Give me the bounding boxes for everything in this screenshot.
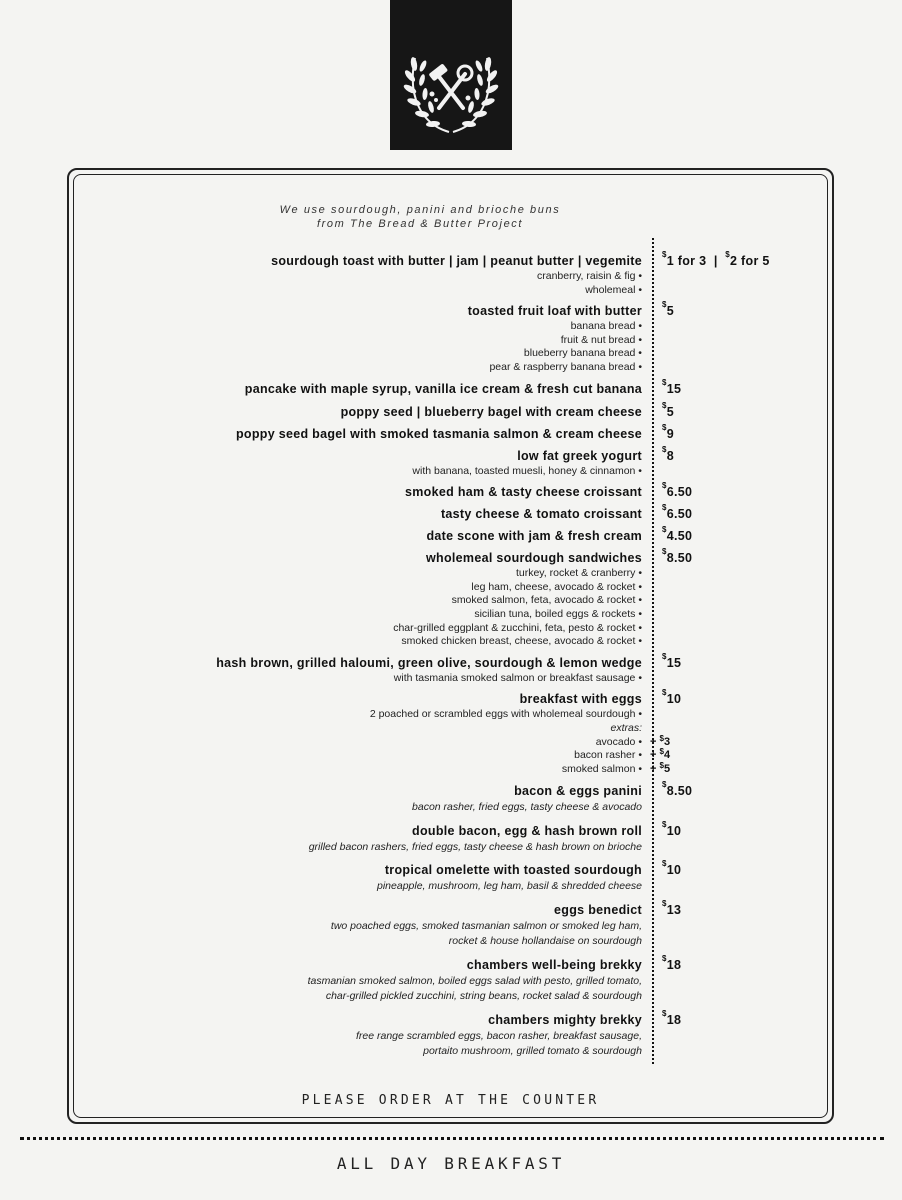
- menu-item: [150, 444, 810, 479]
- menu-list: [150, 252, 810, 1060]
- menu-item-option: banana bread •: [570, 320, 642, 333]
- menu-item-option: sicilian tuna, boiled eggs & rockets •: [474, 607, 642, 620]
- extra-option: smoked salmon •: [561, 762, 642, 775]
- menu-section-title: ALL DAY BREAKFAST: [336, 1154, 566, 1173]
- menu-item-option: with banana, toasted muesli, honey & cinnamon •: [412, 464, 642, 477]
- menu-item: [150, 527, 810, 545]
- menu-item: [150, 861, 810, 895]
- menu-item-option: 2 poached or scrambled eggs with wholemeal sourdough •: [369, 708, 642, 721]
- menu-item-price: $8.50: [662, 780, 693, 799]
- menu-item-description: two poached eggs, smoked tasmanian salmon or smoked leg ham,: [330, 919, 642, 932]
- intro-note: [230, 203, 610, 231]
- menu-item-name: pancake with maple syrup, vanilla ice cream & fresh cut banana: [244, 381, 642, 396]
- menu-item-name: wholemeal sourdough sandwiches: [426, 551, 642, 566]
- extra-option: avocado •: [595, 735, 642, 748]
- menu-item-description: rocket & house hollandaise on sourdough: [448, 935, 642, 948]
- menu-item-name: low fat greek yogurt: [517, 448, 642, 463]
- menu-item-price: $18: [662, 1008, 682, 1027]
- menu-item: [150, 819, 810, 856]
- menu-item-price: $1 for 3 | $2 for 5: [662, 250, 770, 268]
- menu-item-price: $8: [662, 444, 675, 463]
- extras-label: extras:: [610, 721, 642, 734]
- menu-item-description: free range scrambled eggs, bacon rasher, breakfast sausage,: [355, 1029, 642, 1042]
- menu-item-name: chambers well-being brekky: [466, 957, 642, 972]
- menu-item-name: bacon & eggs panini: [514, 784, 642, 799]
- crossed-hammer-laurel-icon: [401, 24, 501, 136]
- menu-item-description: grilled bacon rashers, fried eggs, tasty cheese & hash brown on brioche: [308, 840, 642, 853]
- menu-item: [150, 505, 810, 523]
- menu-item: [150, 549, 810, 649]
- menu-item: [150, 252, 810, 297]
- menu-item-price: $10: [662, 819, 682, 838]
- menu-item-price: $9: [662, 422, 675, 441]
- menu-item-description: tasmanian smoked salmon, boiled eggs salad with pesto, grilled tomato,: [307, 974, 642, 987]
- menu-item: [150, 690, 810, 776]
- menu-item-price: $5: [662, 300, 675, 319]
- menu-item: [150, 1008, 810, 1060]
- menu-item-price: $18: [662, 953, 682, 972]
- menu-item-option: cranberry, raisin & fig •: [536, 270, 642, 282]
- menu-item-price: $10: [662, 688, 682, 707]
- order-at-counter-note: PLEASE ORDER AT THE COUNTER: [301, 1093, 600, 1108]
- menu-item-price: $15: [662, 377, 682, 396]
- menu-item: [150, 953, 810, 1005]
- menu-item: [150, 422, 810, 443]
- menu-item-name: tasty cheese & tomato croissant: [440, 507, 642, 522]
- menu-item-name: poppy seed | blueberry bagel with cream cheese: [340, 404, 642, 419]
- intro-line-1: We use sourdough, panini and brioche buns: [279, 204, 561, 216]
- menu-item-option: fruit & nut bread •: [560, 333, 642, 346]
- menu-item-description: pineapple, mushroom, leg ham, basil & shredded cheese: [377, 880, 642, 893]
- menu-item-price: $4.50: [662, 525, 693, 544]
- menu-item-name: toasted fruit loaf with butter: [467, 304, 642, 319]
- menu-item-price: $8.50: [662, 547, 693, 566]
- menu-item-name: hash brown, grilled haloumi, green olive, sourdough & lemon wedge: [216, 655, 642, 670]
- extra-price: + $3: [650, 733, 671, 748]
- menu-item-option: pear & raspberry banana bread •: [489, 360, 642, 373]
- menu-item-price: $10: [662, 859, 682, 878]
- menu-item-name: breakfast with eggs: [519, 692, 642, 707]
- menu-item-name: double bacon, egg & hash brown roll: [412, 823, 642, 838]
- menu-item-option: wholemeal •: [585, 283, 642, 296]
- menu-item-name: tropical omelette with toasted sourdough: [384, 863, 642, 878]
- menu-item-name: sourdough toast with butter | jam | peanut butter | vegemite: [271, 254, 642, 268]
- menu-item-option: turkey, rocket & cranberry •: [515, 567, 642, 580]
- footer-dotted-divider: [20, 1137, 884, 1140]
- menu-item-price: $15: [662, 651, 682, 670]
- menu-item-description: portaito mushroom, grilled tomato & sourdough: [423, 1045, 642, 1058]
- menu-item-option: smoked salmon, feta, avocado & rocket •: [451, 594, 642, 607]
- extra-option: bacon rasher •: [574, 749, 642, 762]
- menu-item: [150, 651, 810, 686]
- menu-item-option: char-grilled eggplant & zucchini, feta, pesto & rocket •: [393, 621, 642, 634]
- menu-item-name: smoked ham & tasty cheese croissant: [405, 485, 642, 500]
- extra-price: + $5: [650, 760, 671, 775]
- menu-item-price: $5: [662, 400, 675, 419]
- menu-item-price: $13: [662, 898, 682, 917]
- menu-item-option: smoked chicken breast, cheese, avocado & rocket •: [401, 635, 642, 648]
- menu-item-option: leg ham, cheese, avocado & rocket •: [471, 580, 642, 593]
- menu-item-name: eggs benedict: [554, 902, 642, 917]
- extra-price: + $4: [650, 747, 671, 762]
- menu-item-name: chambers mighty brekky: [488, 1012, 642, 1027]
- menu-item-name: date scone with jam & fresh cream: [426, 529, 642, 544]
- menu-item-option: with tasmania smoked salmon or breakfast sausage •: [393, 671, 642, 684]
- menu-item-name: poppy seed bagel with smoked tasmania salmon & cream cheese: [235, 426, 642, 441]
- menu-item: [150, 782, 810, 816]
- intro-line-2: from The Bread & Butter Project: [316, 218, 524, 230]
- menu-item: [150, 302, 810, 374]
- menu-item-price: $6.50: [662, 503, 693, 522]
- menu-item: [150, 377, 810, 398]
- menu-item: [150, 483, 810, 501]
- logo-tab: [390, 0, 512, 150]
- menu-item-description: char-grilled pickled zucchini, string beans, rocket salad & sourdough: [325, 990, 642, 1003]
- menu-item-option: blueberry banana bread •: [523, 347, 642, 360]
- menu-item-description: bacon rasher, fried eggs, tasty cheese & avocado: [412, 801, 642, 814]
- menu-item-price: $6.50: [662, 481, 693, 500]
- menu-item: [150, 898, 810, 950]
- menu-item: [150, 400, 810, 421]
